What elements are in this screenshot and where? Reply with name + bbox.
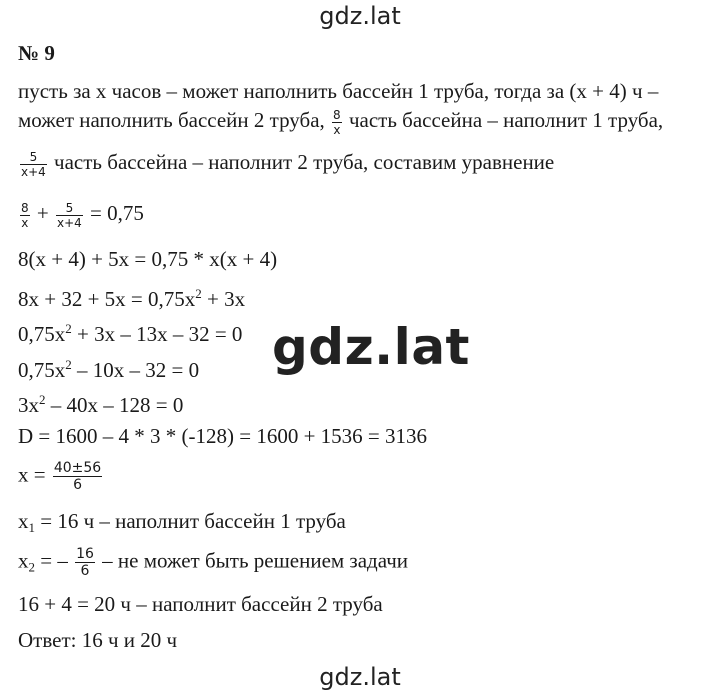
fraction-numerator: 8 — [333, 107, 341, 122]
fraction-numerator: 5 — [20, 150, 47, 165]
equation-rhs: = 0,75 — [84, 201, 144, 225]
expr-part: + 3x — [201, 287, 246, 311]
fraction-denominator: x+4 — [21, 164, 46, 179]
equation-line — [18, 200, 144, 230]
text-line-1: пусть за x часов – может наполнить бассейн 1 труба, тогда за (x + 4) ч – — [18, 79, 659, 103]
expr-part: x — [18, 509, 29, 533]
fraction-denominator: x+4 — [56, 215, 82, 230]
text-line-9 — [18, 387, 183, 418]
watermark-center: gdz.lat — [272, 318, 470, 376]
expr-part: 8x + 32 + 5x = 0,75x — [18, 287, 196, 311]
fraction-8-over-x — [332, 108, 342, 137]
expr-part: x = — [18, 462, 51, 487]
discriminant-line: D = 1600 – 4 * 3 * (-128) = 1600 + 1536 = 3136 — [18, 424, 428, 448]
fraction-numerator: 5 — [56, 201, 83, 216]
fraction-denominator: x — [333, 122, 341, 137]
expr-part: = 16 ч – наполнит бассейн 1 труба — [35, 509, 346, 533]
expr-part: – 10x – 32 = 0 — [71, 358, 200, 382]
roots-formula-line — [18, 460, 104, 493]
exponent: 2 — [65, 321, 72, 336]
answer-line: Ответ: 16 ч и 20 ч — [18, 628, 178, 652]
problem-title: № 9 — [18, 41, 55, 65]
expr-part: 0,75x — [18, 322, 66, 346]
watermark-top: gdz.lat — [319, 2, 401, 30]
exponent: 2 — [195, 286, 202, 301]
fraction-numerator: 40±56 — [53, 460, 102, 476]
fraction-denominator: 6 — [80, 563, 90, 579]
exponent: 2 — [65, 357, 72, 372]
root-2-line — [18, 546, 408, 580]
text-line-8 — [18, 352, 199, 383]
text-line-2 — [18, 107, 663, 137]
fraction-5-over-x-plus-4 — [56, 201, 83, 230]
fraction-numerator: 16 — [76, 546, 94, 562]
text-line-2-start: может наполнить бассейн 2 труба, — [18, 108, 331, 132]
text-line-14: 16 + 4 = 20 ч – наполнит бассейн 2 труба — [18, 592, 383, 616]
fraction-16-over-6 — [75, 546, 95, 579]
fraction-numerator: 8 — [21, 200, 29, 215]
text-line-7 — [18, 316, 242, 347]
subscript: 1 — [28, 520, 35, 535]
text-line-5: 8(x + 4) + 5x = 0,75 * x(x + 4) — [18, 247, 278, 271]
text-line-2-end: часть бассейна – наполнит 1 труба, — [343, 108, 664, 132]
fraction-denominator: 6 — [73, 477, 82, 493]
expr-part: – 40x – 128 = 0 — [45, 393, 184, 417]
fraction-5-over-x-plus-4 — [20, 150, 47, 179]
fraction-roots — [53, 460, 102, 493]
expr-part: + 3x – 13x – 32 = 0 — [71, 322, 243, 346]
plus-sign: + — [31, 201, 54, 225]
root-1-line — [18, 508, 346, 541]
watermark-bottom: gdz.lat — [319, 663, 401, 691]
fraction-denominator: x — [21, 215, 29, 230]
expr-part: 0,75x — [18, 358, 66, 382]
fraction-8-over-x — [20, 201, 30, 230]
text-line-3-end: часть бассейна – наполнит 2 труба, составим уравнение — [48, 150, 555, 174]
subscript: 2 — [28, 559, 35, 575]
expr-part: 3x — [18, 393, 39, 417]
text-line-6 — [18, 281, 245, 312]
expr-part: = – — [35, 548, 74, 573]
text-line-3 — [18, 149, 554, 179]
expr-part: – не может быть решением задачи — [96, 548, 409, 573]
expr-part: x — [18, 548, 29, 573]
exponent: 2 — [39, 392, 46, 407]
